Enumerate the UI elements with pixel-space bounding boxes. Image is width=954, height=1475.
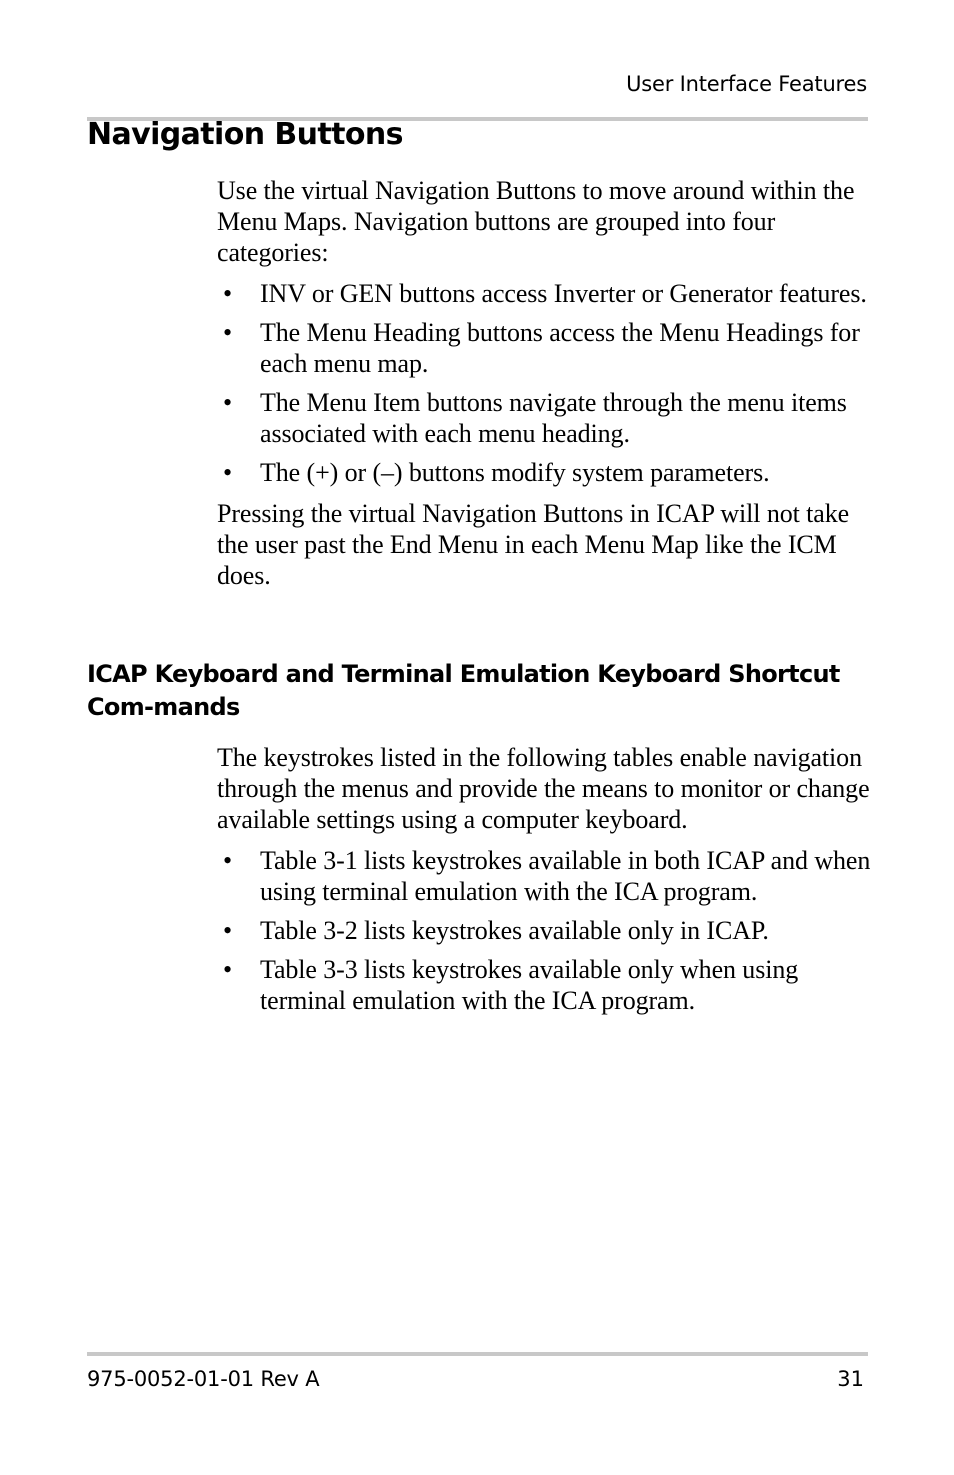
section-heading-navigation-buttons: Navigation Buttons <box>87 117 403 152</box>
bullet-icon: • <box>223 279 233 308</box>
page-number: 31 <box>837 1367 864 1391</box>
intro-paragraph: Use the virtual Navigation Buttons to move around within the Menu Maps. Navigation buttons are grouped into four categories: <box>217 176 855 267</box>
list-item <box>217 278 872 309</box>
document-number: 975-0052-01-01 Rev A <box>87 1367 320 1391</box>
list-item-text: Table 3-3 lists keystrokes available only when using terminal emulation with the ICA program. <box>260 955 799 1015</box>
list-item <box>217 457 872 488</box>
list-item <box>217 387 872 449</box>
list-item <box>217 954 872 1016</box>
intro-paragraph: The keystrokes listed in the following tables enable navigation through the menus and provide the means to monitor or change available settings using a computer keyboard. <box>217 743 870 834</box>
closing-paragraph: Pressing the virtual Navigation Buttons in ICAP will not take the user past the End Menu in each Menu Map like the ICM does. <box>217 499 850 590</box>
bullet-icon: • <box>223 388 233 417</box>
bullet-icon: • <box>223 846 233 875</box>
list-item-text: INV or GEN buttons access Inverter or Generator features. <box>260 279 867 308</box>
bullet-list <box>217 845 872 1016</box>
list-item-text: The (+) or (–) buttons modify system parameters. <box>260 458 770 487</box>
list-item-text: Table 3-1 lists keystrokes available in both ICAP and when using terminal emulation with the ICA program. <box>260 846 871 906</box>
navigation-buttons-body <box>217 175 872 591</box>
bullet-list <box>217 278 872 488</box>
list-item <box>217 317 872 379</box>
list-item <box>217 845 872 907</box>
bullet-icon: • <box>223 955 233 984</box>
list-item-text: The Menu Heading buttons access the Menu Headings for each menu map. <box>260 318 860 378</box>
list-item <box>217 915 872 946</box>
bullet-icon: • <box>223 916 233 945</box>
footer-rule <box>87 1352 868 1356</box>
list-item-text: Table 3-2 lists keystrokes available only in ICAP. <box>260 916 769 945</box>
section-heading-keyboard-shortcuts: ICAP Keyboard and Terminal Emulation Keyboard Shortcut Com-mands <box>87 660 840 721</box>
bullet-icon: • <box>223 318 233 347</box>
list-item-text: The Menu Item buttons navigate through the menu items associated with each menu heading. <box>260 388 847 448</box>
keyboard-shortcuts-body <box>217 742 872 1024</box>
running-header: User Interface Features <box>626 72 867 96</box>
bullet-icon: • <box>223 458 233 487</box>
